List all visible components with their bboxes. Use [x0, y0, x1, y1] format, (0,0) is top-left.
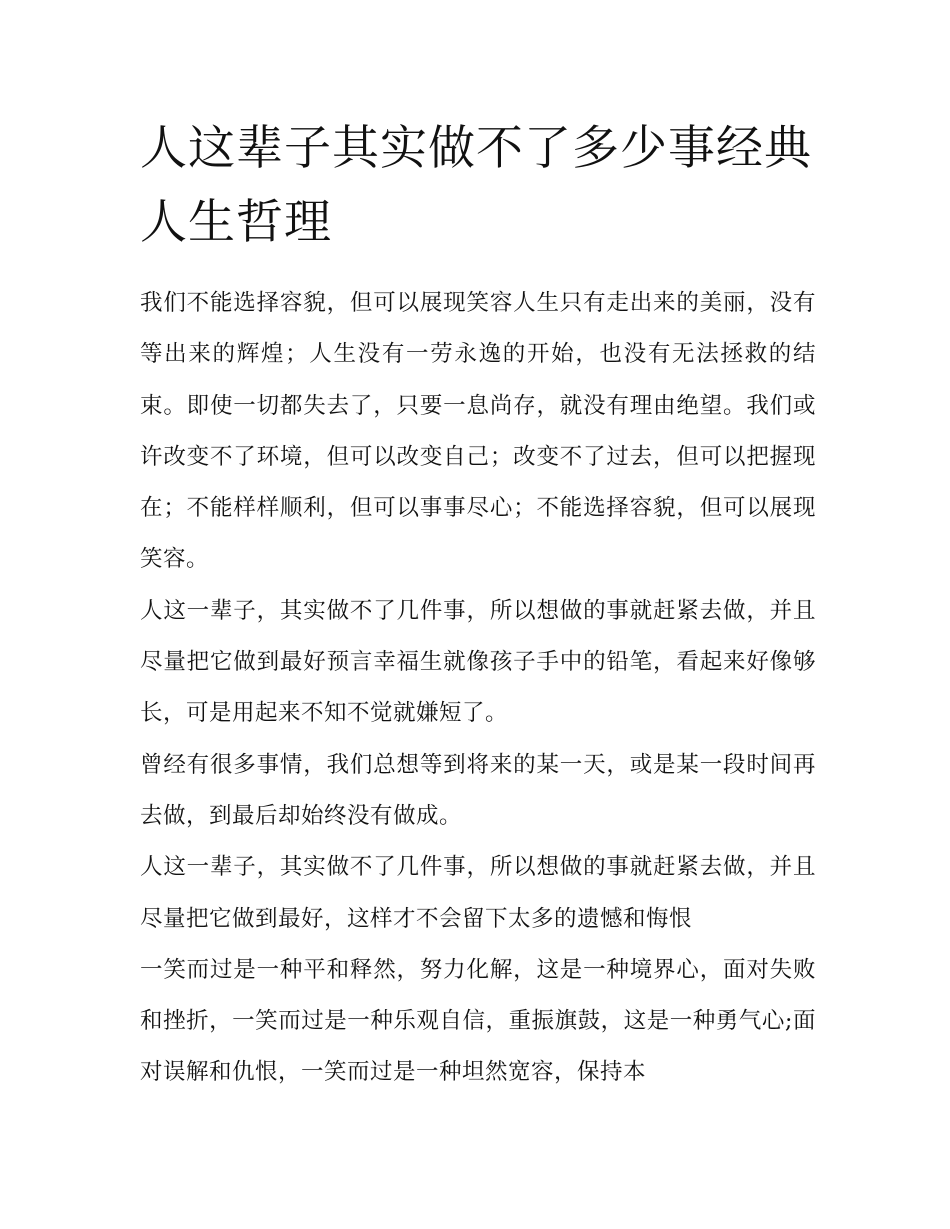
paragraph: 我们不能选择容貌，但可以展现笑容人生只有走出来的美丽，没有等出来的辉煌；人生没有一劳永逸的开始，也没有无法拯救的结束。即使一切都失去了，只要一息尚存，就没有理由绝望。我们或许改变不了环境，但可以改变自己；改变不了过去，但可以把握现在；不能样样顺利，但可以事事尽心；不能选择容貌，但可以展现笑容。: [140, 290, 816, 573]
document-page: [140, 112, 816, 1099]
paragraph: 曾经有很多事情，我们总想等到将来的某一天，或是某一段时间再去做，到最后却始终没有做成。: [140, 751, 816, 829]
paragraph: 一笑而过是一种平和释然，努力化解，这是一种境界心，面对失败和挫折，一笑而过是一种乐观自信，重振旗鼓，这是一种勇气心;面对误解和仇恨，一笑而过是一种坦然宽容，保持本: [140, 956, 816, 1086]
paragraph: 人这一辈子，其实做不了几件事，所以想做的事就赶紧去做，并且尽量把它做到最好，这样才不会留下太多的遗憾和悔恨: [140, 854, 816, 932]
document-title: 人这辈子其实做不了多少事经典人生哲理: [140, 121, 812, 250]
paragraph: 人这一辈子，其实做不了几件事，所以想做的事就赶紧去做，并且尽量把它做到最好预言幸福生就像孩子手中的铅笔，看起来好像够长，可是用起来不知不觉就嫌短了。: [140, 597, 816, 727]
document-body: [140, 278, 816, 1099]
